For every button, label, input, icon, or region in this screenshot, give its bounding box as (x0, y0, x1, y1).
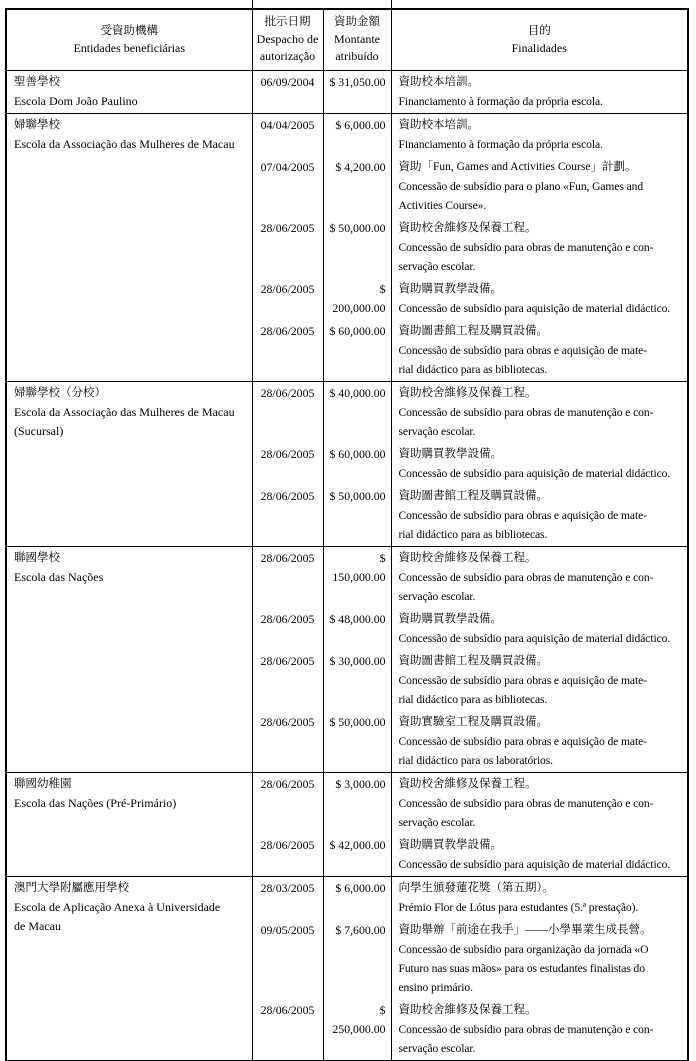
purpose-cell (391, 877, 687, 920)
column-divider-stub (391, 0, 392, 14)
authorization-date-cell: 09/05/2005 (252, 919, 323, 999)
purpose-line-pt: Concessão de subsídio para aquisição de material didáctico. (398, 302, 671, 315)
authorization-date-cell: 07/04/2005 (252, 156, 323, 217)
purpose-line-pt: Futuro nas suas mãos» para os estudantes finalistas do (398, 962, 645, 975)
table-header (7, 10, 687, 71)
purpose-line-zh: 資助圖書館工程及購買設備。 (398, 325, 548, 337)
authorization-date-cell: 28/06/2005 (252, 650, 323, 711)
purpose-line-zh: 資助購買教學設備。 (398, 613, 502, 625)
entity-cell (7, 547, 252, 773)
purpose-line-pt: Concessão de subsídio para obras de manutenção e con- (398, 797, 654, 810)
purpose-line-pt: Concessão de subsídio para o plano «Fun, Games and (398, 180, 644, 193)
entity-name-pt: Escola de Aplicação Anexa à Universidade (14, 900, 221, 914)
purpose-cell (391, 485, 687, 547)
amount-cell: $ 30,000.00 (323, 650, 391, 711)
entity-cell (7, 71, 252, 114)
entity-name-zh: 聖善學校 (14, 76, 60, 88)
purpose-line-pt: servação escolar. (398, 590, 476, 603)
authorization-date-cell: 28/06/2005 (252, 382, 323, 444)
amount-cell: $ 200,000.00 (323, 278, 391, 320)
purpose-line-zh: 資助「Fun, Games and Activities Course」計劃。 (398, 161, 637, 173)
purpose-line-zh: 資助購買教學設備。 (398, 283, 502, 295)
purpose-cell (391, 320, 687, 382)
amount-cell: $ 4,200.00 (323, 156, 391, 217)
authorization-date-cell: 28/06/2005 (252, 485, 323, 547)
purpose-line-pt: Financiamento à formação da própria escola. (398, 138, 603, 151)
purpose-line-zh: 資助校舍維修及保養工程。 (398, 387, 537, 399)
header-date-zh: 批示日期 (264, 16, 311, 28)
purpose-cell (391, 217, 687, 278)
purpose-line-pt: Prémio Flor de Lótus para estudantes (5.ª prestação). (398, 901, 639, 914)
purpose-line-pt: Concessão de subsídio para obras de manutenção e con- (398, 1023, 654, 1036)
purpose-line-pt: Concessão de subsídio para obras e aquisição de mate- (398, 735, 647, 748)
header-purpose (391, 10, 687, 71)
amount-cell: $ 50,000.00 (323, 217, 391, 278)
purpose-cell (391, 382, 687, 444)
header-entities-pt: Entidades beneficiárias (73, 40, 186, 55)
header-amount-pt1: Montante (334, 32, 380, 46)
table-row (7, 547, 687, 609)
authorization-date-cell: 28/06/2005 (252, 999, 323, 1060)
entity-cell (7, 773, 252, 877)
amount-cell: $ 50,000.00 (323, 485, 391, 547)
header-amount-pt2: atribuído (335, 49, 379, 63)
authorization-date-cell: 06/09/2004 (252, 71, 323, 114)
amount-cell: $ 40,000.00 (323, 382, 391, 444)
header-purpose-zh: 目的 (527, 24, 551, 37)
table-body (7, 71, 687, 1061)
entity-name-pt: (Sucursal) (14, 424, 64, 438)
authorization-date-cell: 28/06/2005 (252, 711, 323, 773)
entity-name-pt: Escola das Nações (14, 570, 104, 584)
purpose-cell (391, 999, 687, 1060)
header-date (252, 10, 323, 71)
purpose-line-zh: 資助圖書館工程及購買設備。 (398, 490, 548, 502)
authorization-date-cell: 28/03/2005 (252, 877, 323, 920)
entity-name-zh: 婦聯學校（分校） (14, 387, 106, 399)
purpose-cell (391, 608, 687, 650)
purpose-line-zh: 資助校本培訓。 (398, 76, 479, 88)
amount-cell: $ 50,000.00 (323, 711, 391, 773)
purpose-line-pt: ensino primário. (398, 981, 473, 994)
purpose-line-pt: rial didáctico para as bibliotecas. (398, 693, 548, 706)
authorization-date-cell: 28/06/2005 (252, 278, 323, 320)
purpose-cell (391, 156, 687, 217)
purpose-line-zh: 資助校舍維修及保養工程。 (398, 222, 537, 234)
authorization-date-cell: 28/06/2005 (252, 547, 323, 609)
purpose-line-pt: rial didáctico para os laboratórios. (398, 754, 553, 767)
header-date-pt1: Despacho de (256, 32, 319, 46)
header-entities-zh: 受資助機構 (100, 24, 158, 37)
purpose-line-zh: 資助購買教學設備。 (398, 839, 502, 851)
purpose-line-zh: 資助實驗室工程及購買設備。 (398, 716, 548, 728)
purpose-line-zh: 資助圖書館工程及購買設備。 (398, 655, 548, 667)
table-row (7, 382, 687, 444)
entity-name-pt: Escola Dom João Paulino (14, 94, 138, 108)
purpose-cell (391, 650, 687, 711)
amount-cell: $ 42,000.00 (323, 834, 391, 877)
purpose-line-pt: servação escolar. (398, 260, 476, 273)
header-purpose-pt: Finalidades (511, 40, 567, 55)
purpose-line-pt: rial didáctico para as bibliotecas. (398, 528, 548, 541)
entity-name-pt: de Macau (14, 919, 61, 933)
header-amount-zh: 資助金額 (334, 16, 380, 28)
purpose-cell (391, 114, 687, 157)
purpose-cell (391, 919, 687, 999)
authorization-date-cell: 28/06/2005 (252, 773, 323, 835)
purpose-line-pt: Concessão de subsídio para obras e aquisição de mate- (398, 674, 647, 687)
amount-cell: $ 48,000.00 (323, 608, 391, 650)
purpose-line-pt: rial didáctico para as bibliotecas. (398, 363, 548, 376)
table-row (7, 71, 687, 114)
purpose-line-pt: servação escolar. (398, 816, 476, 829)
purpose-cell (391, 71, 687, 114)
authorization-date-cell: 28/06/2005 (252, 834, 323, 877)
purpose-line-zh: 資助購買教學設備。 (398, 448, 502, 460)
purpose-cell (391, 834, 687, 877)
amount-cell: $ 6,000.00 (323, 114, 391, 157)
purpose-cell (391, 278, 687, 320)
amount-cell: $ 60,000.00 (323, 320, 391, 382)
purpose-cell (391, 547, 687, 609)
purpose-cell (391, 773, 687, 835)
entity-name-zh: 聯國幼稚園 (14, 778, 72, 790)
authorization-date-cell: 04/04/2005 (252, 114, 323, 157)
amount-cell: $ 60,000.00 (323, 443, 391, 485)
amount-cell: $ 250,000.00 (323, 999, 391, 1060)
purpose-line-pt: Concessão de subsídio para aquisição de material didáctico. (398, 632, 671, 645)
subsidies-table (7, 10, 687, 1060)
purpose-line-pt: Financiamento à formação da própria escola. (398, 95, 603, 108)
entity-name-pt: Escola das Nações (Pré-Primário) (14, 796, 177, 810)
purpose-line-pt: Concessão de subsídio para obras de manutenção e con- (398, 406, 654, 419)
entity-name-pt: Escola da Associação das Mulheres de Macau (14, 405, 235, 419)
entity-cell (7, 114, 252, 382)
table-row (7, 773, 687, 835)
header-date-pt2: autorização (259, 49, 316, 63)
table-row (7, 877, 687, 920)
header-amount (323, 10, 391, 71)
purpose-cell (391, 711, 687, 773)
header-entities (7, 10, 252, 71)
amount-cell: $ 3,000.00 (323, 773, 391, 835)
column-divider-stub (252, 0, 253, 14)
purpose-line-zh: 向學生頒發蓮花獎（第五期）。 (398, 882, 554, 894)
purpose-cell (391, 443, 687, 485)
purpose-line-zh: 資助校舍維修及保養工程。 (398, 552, 537, 564)
table-row (7, 114, 687, 157)
purpose-line-pt: Concessão de subsídio para obras e aquisição de mate- (398, 344, 647, 357)
purpose-line-zh: 資助校本培訓。 (398, 119, 479, 131)
purpose-line-pt: servação escolar. (398, 425, 476, 438)
authorization-date-cell: 28/06/2005 (252, 217, 323, 278)
amount-cell: $ 6,000.00 (323, 877, 391, 920)
entity-name-pt: Escola da Associação das Mulheres de Macau (14, 137, 235, 151)
purpose-line-pt: Concessão de subsídio para obras de manutenção e con- (398, 241, 654, 254)
authorization-date-cell: 28/06/2005 (252, 608, 323, 650)
amount-cell: $ 7,600.00 (323, 919, 391, 999)
amount-cell: $ 31,050.00 (323, 71, 391, 114)
authorization-date-cell: 28/06/2005 (252, 320, 323, 382)
authorization-date-cell: 28/06/2005 (252, 443, 323, 485)
purpose-line-pt: Activities Course». (398, 199, 487, 212)
purpose-line-pt: Concessão de subsídio para aquisição de material didáctico. (398, 467, 671, 480)
entity-name-zh: 婦聯學校 (14, 119, 60, 131)
purpose-line-pt: Concessão de subsídio para obras de manutenção e con- (398, 571, 654, 584)
purpose-line-pt: Concessão de subsídio para aquisição de material didáctico. (398, 858, 671, 871)
entity-cell (7, 382, 252, 547)
purpose-line-pt: Concessão de subsídio para organização da jornada «O (398, 943, 649, 956)
purpose-line-pt: servação escolar. (398, 1042, 476, 1055)
entity-cell (7, 877, 252, 1061)
purpose-line-zh: 資助校舍維修及保養工程。 (398, 778, 537, 790)
purpose-line-pt: Concessão de subsídio para obras e aquisição de mate- (398, 509, 647, 522)
subsidies-table-frame (5, 8, 689, 1061)
entity-name-zh: 澳門大學附屬應用學校 (14, 882, 129, 894)
entity-name-zh: 聯國學校 (14, 552, 60, 564)
page-cut-continuation (5, 0, 696, 14)
purpose-line-zh: 資助校舍維修及保養工程。 (398, 1004, 537, 1016)
amount-cell: $ 150,000.00 (323, 547, 391, 609)
purpose-line-zh: 資助舉辦「前途在我手」——小學畢業生成長營。 (398, 924, 652, 936)
